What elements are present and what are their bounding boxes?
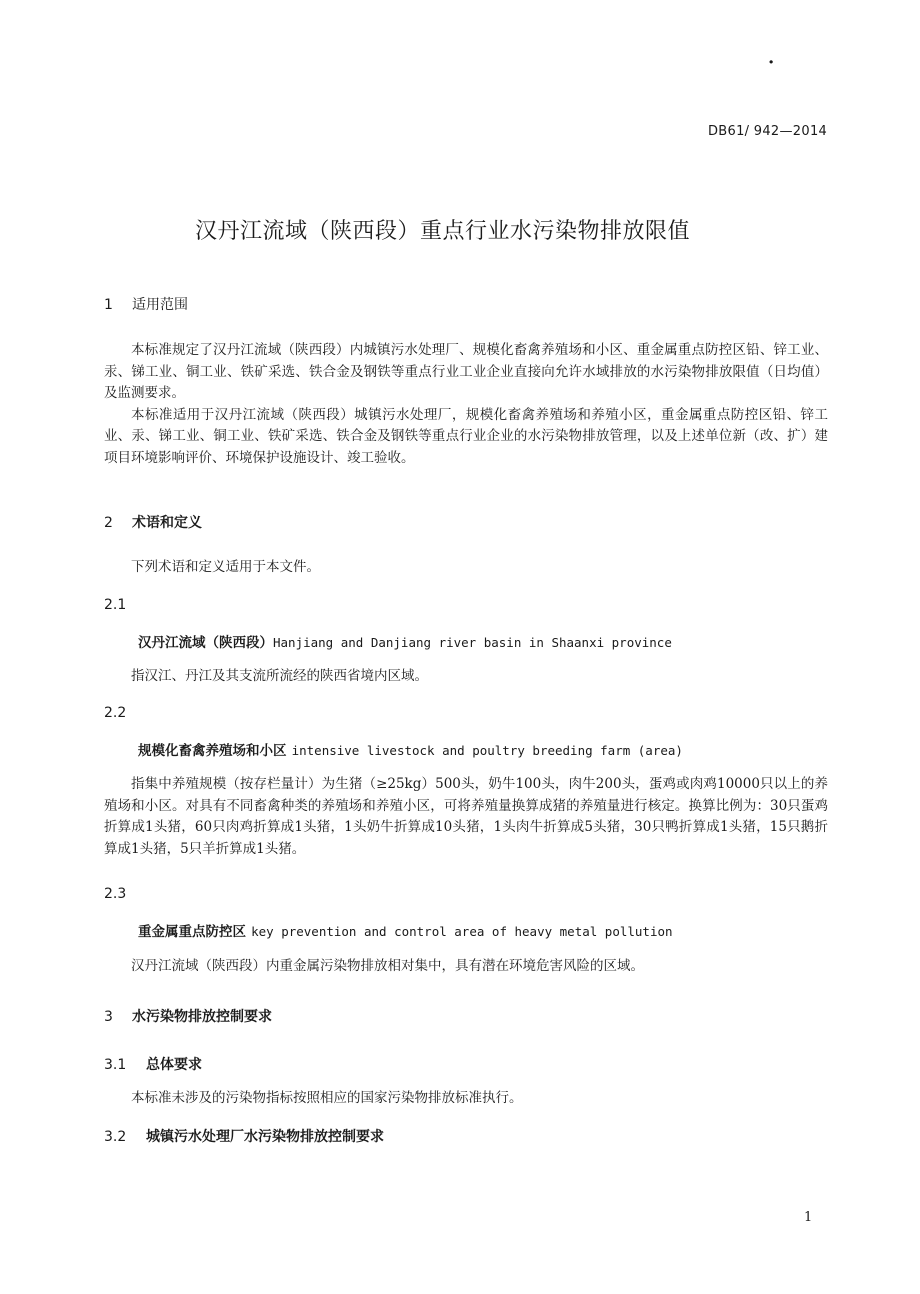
section-title: 水污染物排放控制要求 bbox=[132, 1009, 272, 1025]
clause-2-2-definition bbox=[104, 774, 828, 860]
section-1-heading bbox=[104, 294, 188, 314]
term-english: intensive livestock and poultry breeding farm (area) bbox=[291, 743, 683, 758]
section-number: 2 bbox=[104, 515, 113, 531]
paragraph: 本标准规定了汉丹江流域（陕西段）内城镇污水处理厂、规模化畜禽养殖场和小区、重金属重点防控区铅、锌工业、汞、锑工业、铜工业、铁矿采选、铁合金及钢铁等重点行业工业企业直接向允许水域排放的水污染物排放限值（日均值）及监测要求。 bbox=[104, 342, 828, 401]
term-chinese: 汉丹江流域（陕西段） bbox=[138, 635, 273, 651]
paragraph: 指汉江、丹江及其支流所流经的陕西省境内区域。 bbox=[131, 668, 428, 684]
section-title: 术语和定义 bbox=[132, 515, 202, 531]
term-chinese: 规模化畜禽养殖场和小区 bbox=[138, 743, 287, 759]
clause-2-2-number: 2.2 bbox=[104, 705, 127, 721]
clause-number: 3.1 bbox=[104, 1057, 127, 1073]
section-2-heading bbox=[104, 512, 202, 532]
clause-number: 3.2 bbox=[104, 1129, 127, 1145]
clause-title: 城镇污水处理厂水污染物排放控制要求 bbox=[146, 1129, 384, 1145]
term-chinese: 重金属重点防控区 bbox=[138, 924, 246, 940]
term-english: key prevention and control area of heavy metal pollution bbox=[251, 924, 673, 939]
clause-2-2-term bbox=[138, 739, 683, 759]
clause-2-3-definition bbox=[104, 956, 828, 978]
clause-2-1-number: 2.1 bbox=[104, 597, 127, 613]
clause-2-1-definition bbox=[104, 666, 828, 688]
clause-2-3-number: 2.3 bbox=[104, 886, 127, 902]
clause-2-3-term bbox=[138, 920, 673, 940]
clause-2-1-term bbox=[138, 631, 672, 651]
page-number: 1 bbox=[804, 1210, 813, 1225]
clause-3-2-heading bbox=[104, 1126, 384, 1146]
paragraph: 下列术语和定义适用于本文件。 bbox=[131, 559, 320, 575]
section-1-body bbox=[104, 340, 828, 469]
section-3-heading bbox=[104, 1006, 272, 1026]
clause-3-1-body bbox=[104, 1088, 828, 1110]
section-title: 适用范围 bbox=[132, 297, 188, 313]
term-english: Hanjiang and Danjiang river basin in Shaanxi province bbox=[273, 635, 672, 650]
paragraph: 本标准适用于汉丹江流域（陕西段）城镇污水处理厂，规模化畜禽养殖场和养殖小区，重金属重点防控区铅、锌工业、汞、锑工业、铜工业、铁矿采选、铁合金及钢铁等重点行业企业的水污染物排放管理，以及上述单位新（改、扩）建项目环境影响评价、环境保护设施设计、竣工验收。 bbox=[104, 406, 828, 466]
corner-mark: · bbox=[768, 52, 775, 73]
section-number: 1 bbox=[104, 297, 113, 313]
paragraph: 指集中养殖规模（按存栏量计）为生猪（≥25kg）500头，奶牛100头，肉牛200头，蛋鸡或肉鸡10000只以上的养殖场和小区。对具有不同畜禽种类的养殖场和养殖小区，可将养殖量换算成猪的养殖量进行核定。换算比例为：30只蛋鸡折算成1头猪，60只肉鸡折算成1头猪，1头奶牛折算成10头猪，1头肉牛折算成5头猪，30只鸭折算成1头猪，15只鹅折算成1头猪，5只羊折算成1头猪。 bbox=[104, 776, 828, 857]
document-title: 汉丹江流域（陕西段）重点行业水污染物排放限值 bbox=[195, 219, 691, 244]
section-2-intro bbox=[104, 557, 828, 579]
standard-number: DB61/ 942—2014 bbox=[708, 124, 828, 139]
clause-3-1-heading bbox=[104, 1054, 202, 1074]
clause-title: 总体要求 bbox=[146, 1057, 202, 1073]
paragraph: 本标准未涉及的污染物指标按照相应的国家污染物排放标准执行。 bbox=[131, 1090, 523, 1106]
section-number: 3 bbox=[104, 1009, 113, 1025]
paragraph: 汉丹江流域（陕西段）内重金属污染物排放相对集中，具有潜在环境危害风险的区域。 bbox=[131, 958, 644, 974]
